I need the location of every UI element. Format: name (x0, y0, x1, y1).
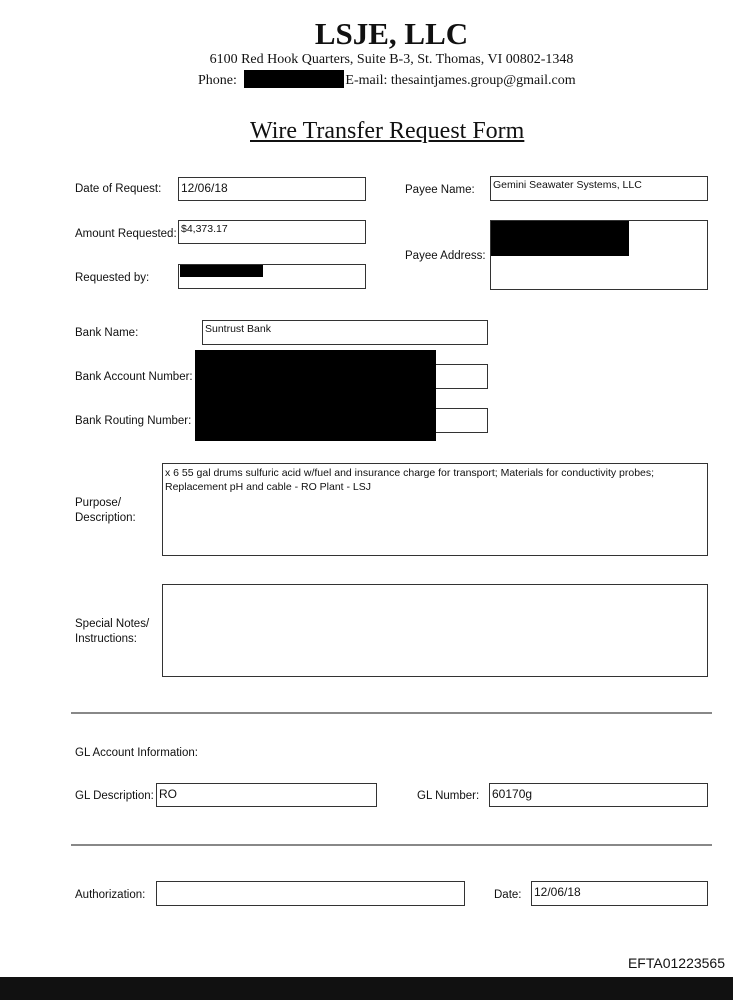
section-divider-1 (71, 712, 712, 714)
bank-details-redaction (195, 350, 436, 441)
special-notes-label-line1: Special Notes/ (75, 618, 150, 630)
phone-redaction (244, 70, 344, 88)
authorization-date-label: Date: (494, 889, 522, 901)
document-id: EFTA01223565 (627, 955, 725, 971)
gl-description-field[interactable]: RO (156, 783, 377, 807)
payee-name-label: Payee Name: (405, 184, 475, 196)
amount-requested-label: Amount Requested: (75, 228, 177, 240)
company-name: LSJE, LLC (314, 16, 469, 51)
company-address: 6100 Red Hook Quarters, Suite B-3, St. Thomas, VI 00802-1348 (209, 52, 574, 67)
bank-name-label: Bank Name: (75, 327, 139, 339)
purpose-label (75, 496, 136, 526)
section-divider-2 (71, 844, 712, 846)
special-notes-label (75, 617, 149, 647)
payee-address-label: Payee Address: (405, 250, 486, 262)
amount-requested-field[interactable]: $4,373.17 (178, 220, 366, 244)
bank-routing-number-label: Bank Routing Number: (75, 415, 192, 427)
contact-line (198, 70, 576, 89)
date-of-request-label: Date of Request: (75, 183, 162, 195)
form-title: Wire Transfer Request Form (250, 118, 525, 144)
authorization-date-field[interactable]: 12/06/18 (531, 881, 708, 906)
authorization-field[interactable] (156, 881, 465, 906)
email-text: E-mail: thesaintjames.group@gmail.com (345, 73, 576, 88)
special-notes-label-line2: Instructions: (75, 633, 137, 645)
gl-number-field[interactable]: 60170g (489, 783, 708, 807)
bank-name-field[interactable]: Suntrust Bank (202, 320, 488, 345)
purpose-field[interactable]: x 6 55 gal drums sulfuric acid w/fuel and insurance charge for transport; Materials for conductivity probes; Replacement pH and cable - RO Plant - LSJ (162, 463, 708, 556)
bank-account-number-label: Bank Account Number: (75, 371, 193, 383)
footer-bar (0, 977, 733, 1000)
gl-number-label: GL Number: (417, 790, 480, 802)
payee-address-redaction (491, 221, 629, 256)
requested-by-redaction (180, 265, 263, 277)
purpose-label-line2: Description: (75, 512, 136, 524)
phone-label: Phone: (198, 73, 237, 88)
special-notes-field[interactable] (162, 584, 708, 677)
purpose-label-line1: Purpose/ (75, 497, 122, 509)
authorization-label: Authorization: (75, 889, 146, 901)
payee-name-field[interactable]: Gemini Seawater Systems, LLC (490, 176, 708, 201)
gl-description-label: GL Description: (75, 790, 154, 802)
requested-by-label: Requested by: (75, 272, 150, 284)
gl-section-label: GL Account Information: (75, 747, 198, 759)
date-of-request-field[interactable]: 12/06/18 (178, 177, 366, 201)
